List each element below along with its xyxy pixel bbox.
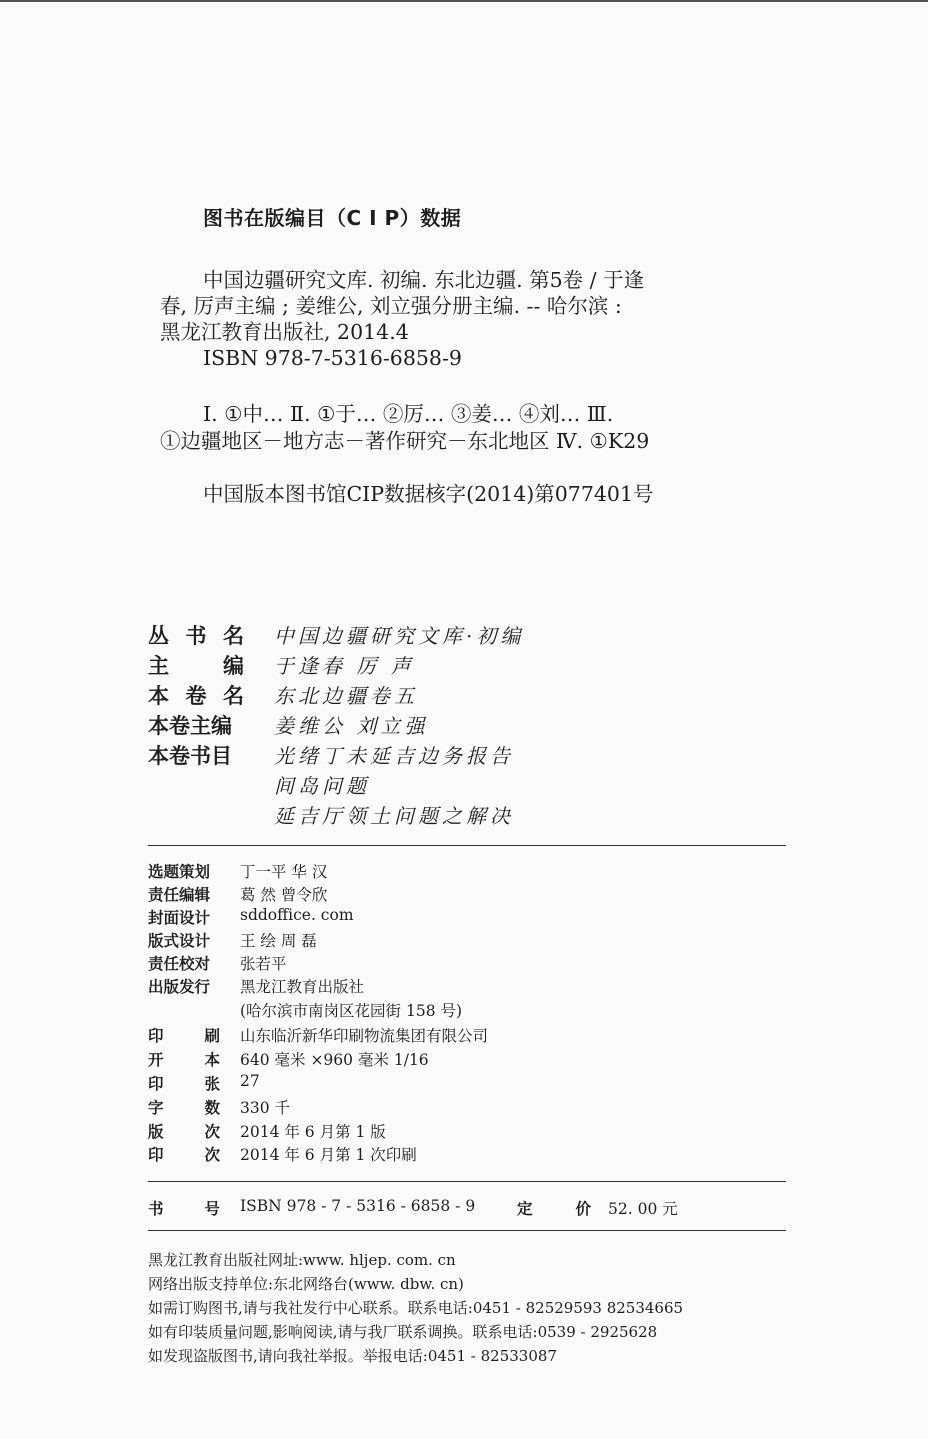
series-label: 本卷主编 (148, 714, 232, 738)
divider-line (148, 1181, 786, 1182)
pub-label: 封面设计 (148, 909, 211, 927)
cip-entry-line: 中国边疆研究文库. 初编. 东北边疆. 第5卷 / 于逢 (203, 268, 645, 292)
pub-label: 版 次 (148, 1123, 220, 1141)
cip-entry-line: 春, 厉声主编 ; 姜维公, 刘立强分册主编. -- 哈尔滨 : (160, 294, 622, 318)
footer-line: 网络出版支持单位:东北网络台(www. dbw. cn) (148, 1275, 464, 1293)
pub-label: 印 次 (148, 1146, 220, 1164)
pub-label: 出版发行 (148, 978, 211, 996)
pub-value: 黑龙江教育出版社 (240, 978, 365, 996)
cip-subject-line: ①边疆地区－地方志－著作研究－东北地区 Ⅳ. ①K29 (160, 429, 650, 453)
series-value: 姜维公 刘立强 (274, 714, 429, 738)
isbn-value: ISBN 978 - 7 - 5316 - 6858 - 9 (240, 1197, 476, 1215)
pub-label: 版式设计 (148, 932, 211, 950)
cip-heading: 图书在版编目（C I P）数据 (203, 206, 462, 230)
pub-label: 选题策划 (148, 863, 211, 881)
series-value: 中国边疆研究文库·初编 (274, 624, 525, 648)
series-label: 丛 书 名 (148, 624, 244, 648)
cip-subject-line: Ⅰ. ①中… Ⅱ. ①于… ②厉… ③姜… ④刘… Ⅲ. (203, 402, 614, 426)
pub-value: 王 绘 周 磊 (240, 932, 317, 950)
series-value: 间岛问题 (274, 774, 370, 798)
series-label: 本卷书目 (148, 744, 232, 768)
series-label: 主 编 (148, 654, 244, 678)
pub-value: 丁一平 华 汉 (240, 863, 328, 881)
footer-line: 黑龙江教育出版社网址:www. hljep. com. cn (148, 1251, 456, 1269)
pub-value: 640 毫米 ×960 毫米 1/16 (240, 1051, 429, 1069)
pub-label: 印 张 (148, 1075, 220, 1093)
series-value: 光绪丁未延吉边务报告 (274, 744, 514, 768)
series-label: 本 卷 名 (148, 684, 244, 708)
pub-value: 2014 年 6 月第 1 次印刷 (240, 1146, 417, 1164)
price-label: 定 价 (517, 1200, 591, 1218)
pub-value: 葛 然 曾令欣 (240, 886, 328, 904)
price-value: 52. 00 元 (608, 1200, 678, 1218)
pub-value: sddoffice. com (240, 906, 354, 924)
series-value: 东北边疆卷五 (274, 684, 418, 708)
pub-value: 山东临沂新华印刷物流集团有限公司 (240, 1027, 489, 1045)
isbn-label: 书 号 (148, 1200, 220, 1218)
footer-line: 如有印装质量问题,影响阅读,请与我厂联系调换。联系电话:0539 - 2925628 (148, 1323, 658, 1341)
pub-label: 责任编辑 (148, 886, 211, 904)
pub-label: 开 本 (148, 1051, 220, 1069)
pub-value: 2014 年 6 月第 1 版 (240, 1123, 386, 1141)
footer-line: 如发现盗版图书,请向我社举报。举报电话:0451 - 82533087 (148, 1347, 557, 1365)
pub-value: 张若平 (240, 955, 287, 973)
footer-line: 如需订购图书,请与我社发行中心联系。联系电话:0451 - 82529593 82534665 (148, 1299, 684, 1317)
series-value: 延吉厅领土问题之解决 (274, 804, 514, 828)
pub-value: (哈尔滨市南岗区花园街 158 号) (240, 1002, 463, 1020)
pub-value: 27 (240, 1072, 260, 1090)
top-border-line (0, 0, 928, 2)
pub-label: 字 数 (148, 1099, 220, 1117)
divider-line (148, 1230, 786, 1231)
series-value: 于逢春 厉 声 (274, 654, 415, 678)
pub-label: 印 刷 (148, 1027, 220, 1045)
isbn-price-row (148, 1197, 788, 1221)
cip-entry-line: 黑龙江教育出版社, 2014.4 (160, 320, 409, 344)
cip-number: 中国版本图书馆CIP数据核字(2014)第077401号 (203, 482, 654, 506)
divider-line (148, 845, 786, 846)
cip-entry-line: ISBN 978-7-5316-6858-9 (203, 346, 462, 370)
pub-label: 责任校对 (148, 955, 211, 973)
pub-value: 330 千 (240, 1099, 291, 1117)
